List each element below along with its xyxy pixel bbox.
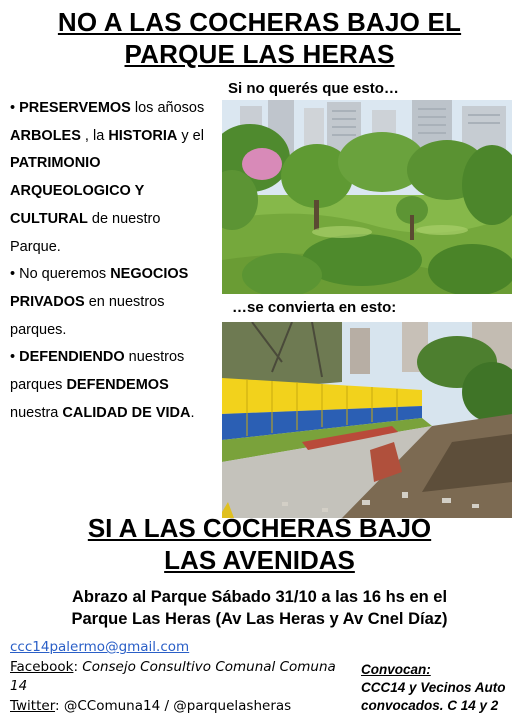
contact-info [10,638,340,716]
bullet-text: los añosos [130,100,205,116]
bold-word: HISTORIA [108,127,178,144]
main-title-line-2: PARQUE LAS HERAS [124,39,395,69]
bullet-list [10,95,215,427]
secondary-title-line-1: SI A LAS COCHERAS BAJO [87,513,432,543]
bold-word: ARBOLES [10,127,81,144]
twitter-label: Twitter [10,697,56,714]
bold-word: CALIDAD DE VIDA [62,404,191,421]
facebook-value: Consejo Consultivo Comunal Comuna 14 [10,658,336,694]
bold-word: DEFENDIENDO [19,349,125,366]
secondary-title [0,512,519,576]
main-title-line-1: NO A LAS COCHERAS BAJO EL [57,7,462,37]
bullet-marker: • [10,100,20,116]
email-link[interactable]: ccc14palermo@gmail.com [10,639,190,655]
bullet-text: en nuestros parques. [10,293,165,338]
organizers-line-2: convocados. C 14 y 2 [361,698,499,713]
bullet-text: • No queremos [10,266,111,283]
caption-after: …se convierta en esto: [232,299,397,316]
organizers-heading: Convocan: [361,662,431,677]
bullet-business [10,261,215,344]
caption-before: Si no querés que esto… [228,80,399,97]
bullet-text: de nuestro Parque. [10,210,161,255]
organizers-line-1: CCC14 y Vecinos Auto [361,680,506,695]
bullet-text: y el [177,127,204,144]
construction-photo-image [222,322,512,518]
separator: : [73,658,83,675]
park-photo [222,100,512,294]
bullet-defend [10,344,215,427]
event-line-2: Parque Las Heras (Av Las Heras y Av Cnel Díaz) [71,610,448,628]
twitter-line [10,697,340,717]
bullet-preserve [10,95,215,261]
bold-word: PATRIMONIO ARQUEOLOGICO Y CULTURAL [10,155,145,227]
bold-word: PRESERVEMOS [19,100,131,116]
facebook-label: Facebook [10,658,74,675]
bullet-text: nuestros parques [10,349,185,394]
construction-photo [222,322,512,518]
bullet-text: , la [80,127,109,144]
bold-word: NEGOCIOS PRIVADOS [10,266,189,310]
twitter-value: : @CComuna14 / @parquelasheras [55,697,292,714]
event-announcement [0,586,519,630]
bullet-marker: • [10,349,20,366]
facebook-line [10,658,340,697]
bold-word: DEFENDEMOS [66,377,169,394]
organizers [361,661,519,715]
bullet-text: . [190,404,195,421]
event-line-1: Abrazo al Parque Sábado 31/10 a las 16 hs en el [71,588,448,606]
main-title [0,6,519,70]
park-photo-image [222,100,512,294]
secondary-title-line-2: LAS AVENIDAS [164,545,355,575]
bullet-text: nuestra [10,404,63,421]
